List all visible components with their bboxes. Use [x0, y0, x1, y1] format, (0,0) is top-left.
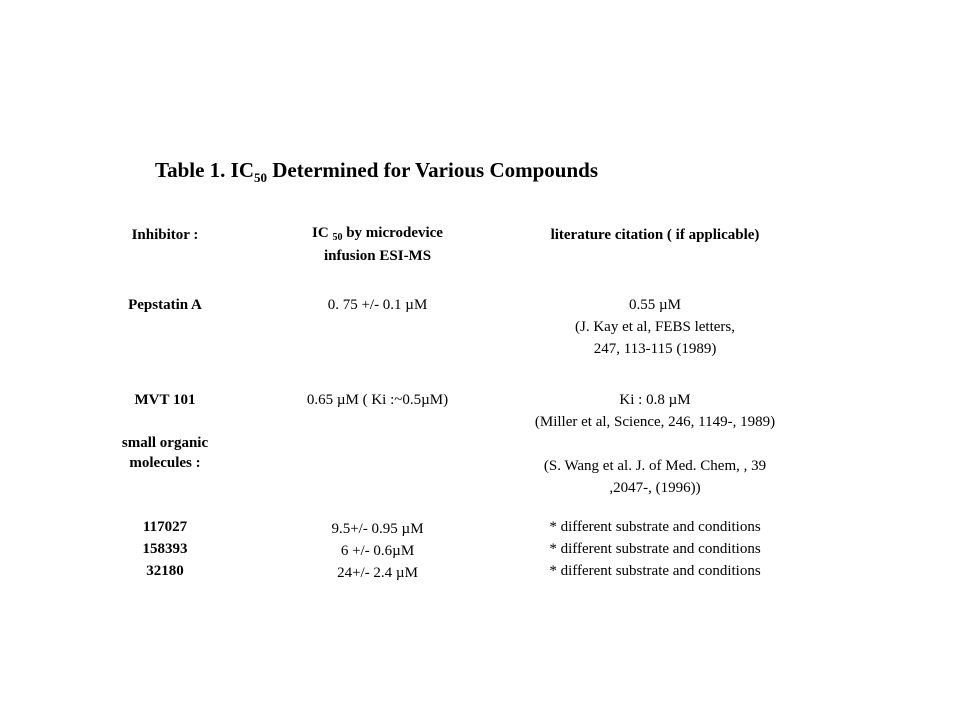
header-citation: literature citation ( if applicable)	[550, 227, 760, 243]
row-small-name	[95, 433, 235, 473]
small-name-line: molecules :	[129, 455, 201, 471]
row-mvt-name: MVT 101	[134, 392, 196, 408]
table-title	[155, 158, 598, 186]
compound-ic50: 9.5+/- 0.95 µM	[331, 521, 424, 537]
citation-line: ,2047-, (1996))	[609, 480, 701, 496]
citation-line: Ki : 0.8 µM	[619, 392, 691, 408]
header-ic50-line2: infusion ESI-MS	[323, 248, 432, 264]
header-ic50-suffix: by microdevice	[342, 225, 443, 241]
row-compounds-citation	[485, 516, 825, 582]
citation-line: (S. Wang et al. J. of Med. Chem, , 39	[543, 458, 767, 474]
header-ic50	[280, 224, 475, 265]
citation-line: 0.55 µM	[629, 297, 681, 313]
row-pepstatin-ic50: 0. 75 +/- 0.1 µM	[327, 297, 428, 313]
header-ic50-prefix: IC	[312, 225, 333, 241]
compound-id: 32180	[146, 563, 184, 579]
citation-line: * different substrate and conditions	[549, 563, 761, 579]
row-mvt-citation	[485, 389, 825, 433]
citation-line: * different substrate and conditions	[549, 519, 761, 535]
title-subscript: 50	[254, 170, 268, 185]
citation-line: (J. Kay et al, FEBS letters,	[575, 319, 735, 335]
citation-line: (Miller et al, Science, 246, 1149-, 1989)	[534, 414, 776, 430]
row-mvt-ic50: 0.65 µM ( Ki :~0.5µM)	[306, 392, 449, 408]
compound-id: 158393	[142, 541, 188, 557]
citation-line: 247, 113-115 (1989)	[593, 341, 717, 357]
small-name-line: small organic	[121, 435, 209, 451]
title-prefix: Table 1. IC	[155, 158, 255, 182]
citation-line: * different substrate and conditions	[549, 541, 761, 557]
row-small-citation	[485, 455, 825, 499]
compound-ic50: 24+/- 2.4 µM	[337, 565, 418, 581]
row-pepstatin-citation	[485, 294, 825, 360]
row-compounds-names	[95, 516, 235, 582]
row-pepstatin-name: Pepstatin A	[128, 297, 202, 313]
compound-id: 117027	[142, 519, 188, 535]
header-inhibitor: Inhibitor :	[131, 227, 199, 243]
row-compounds-ic50	[280, 518, 475, 584]
compound-ic50: 6 +/- 0.6µM	[340, 543, 415, 559]
title-suffix: Determined for Various Compounds	[267, 158, 598, 182]
header-ic50-subscript: 50	[332, 232, 343, 243]
